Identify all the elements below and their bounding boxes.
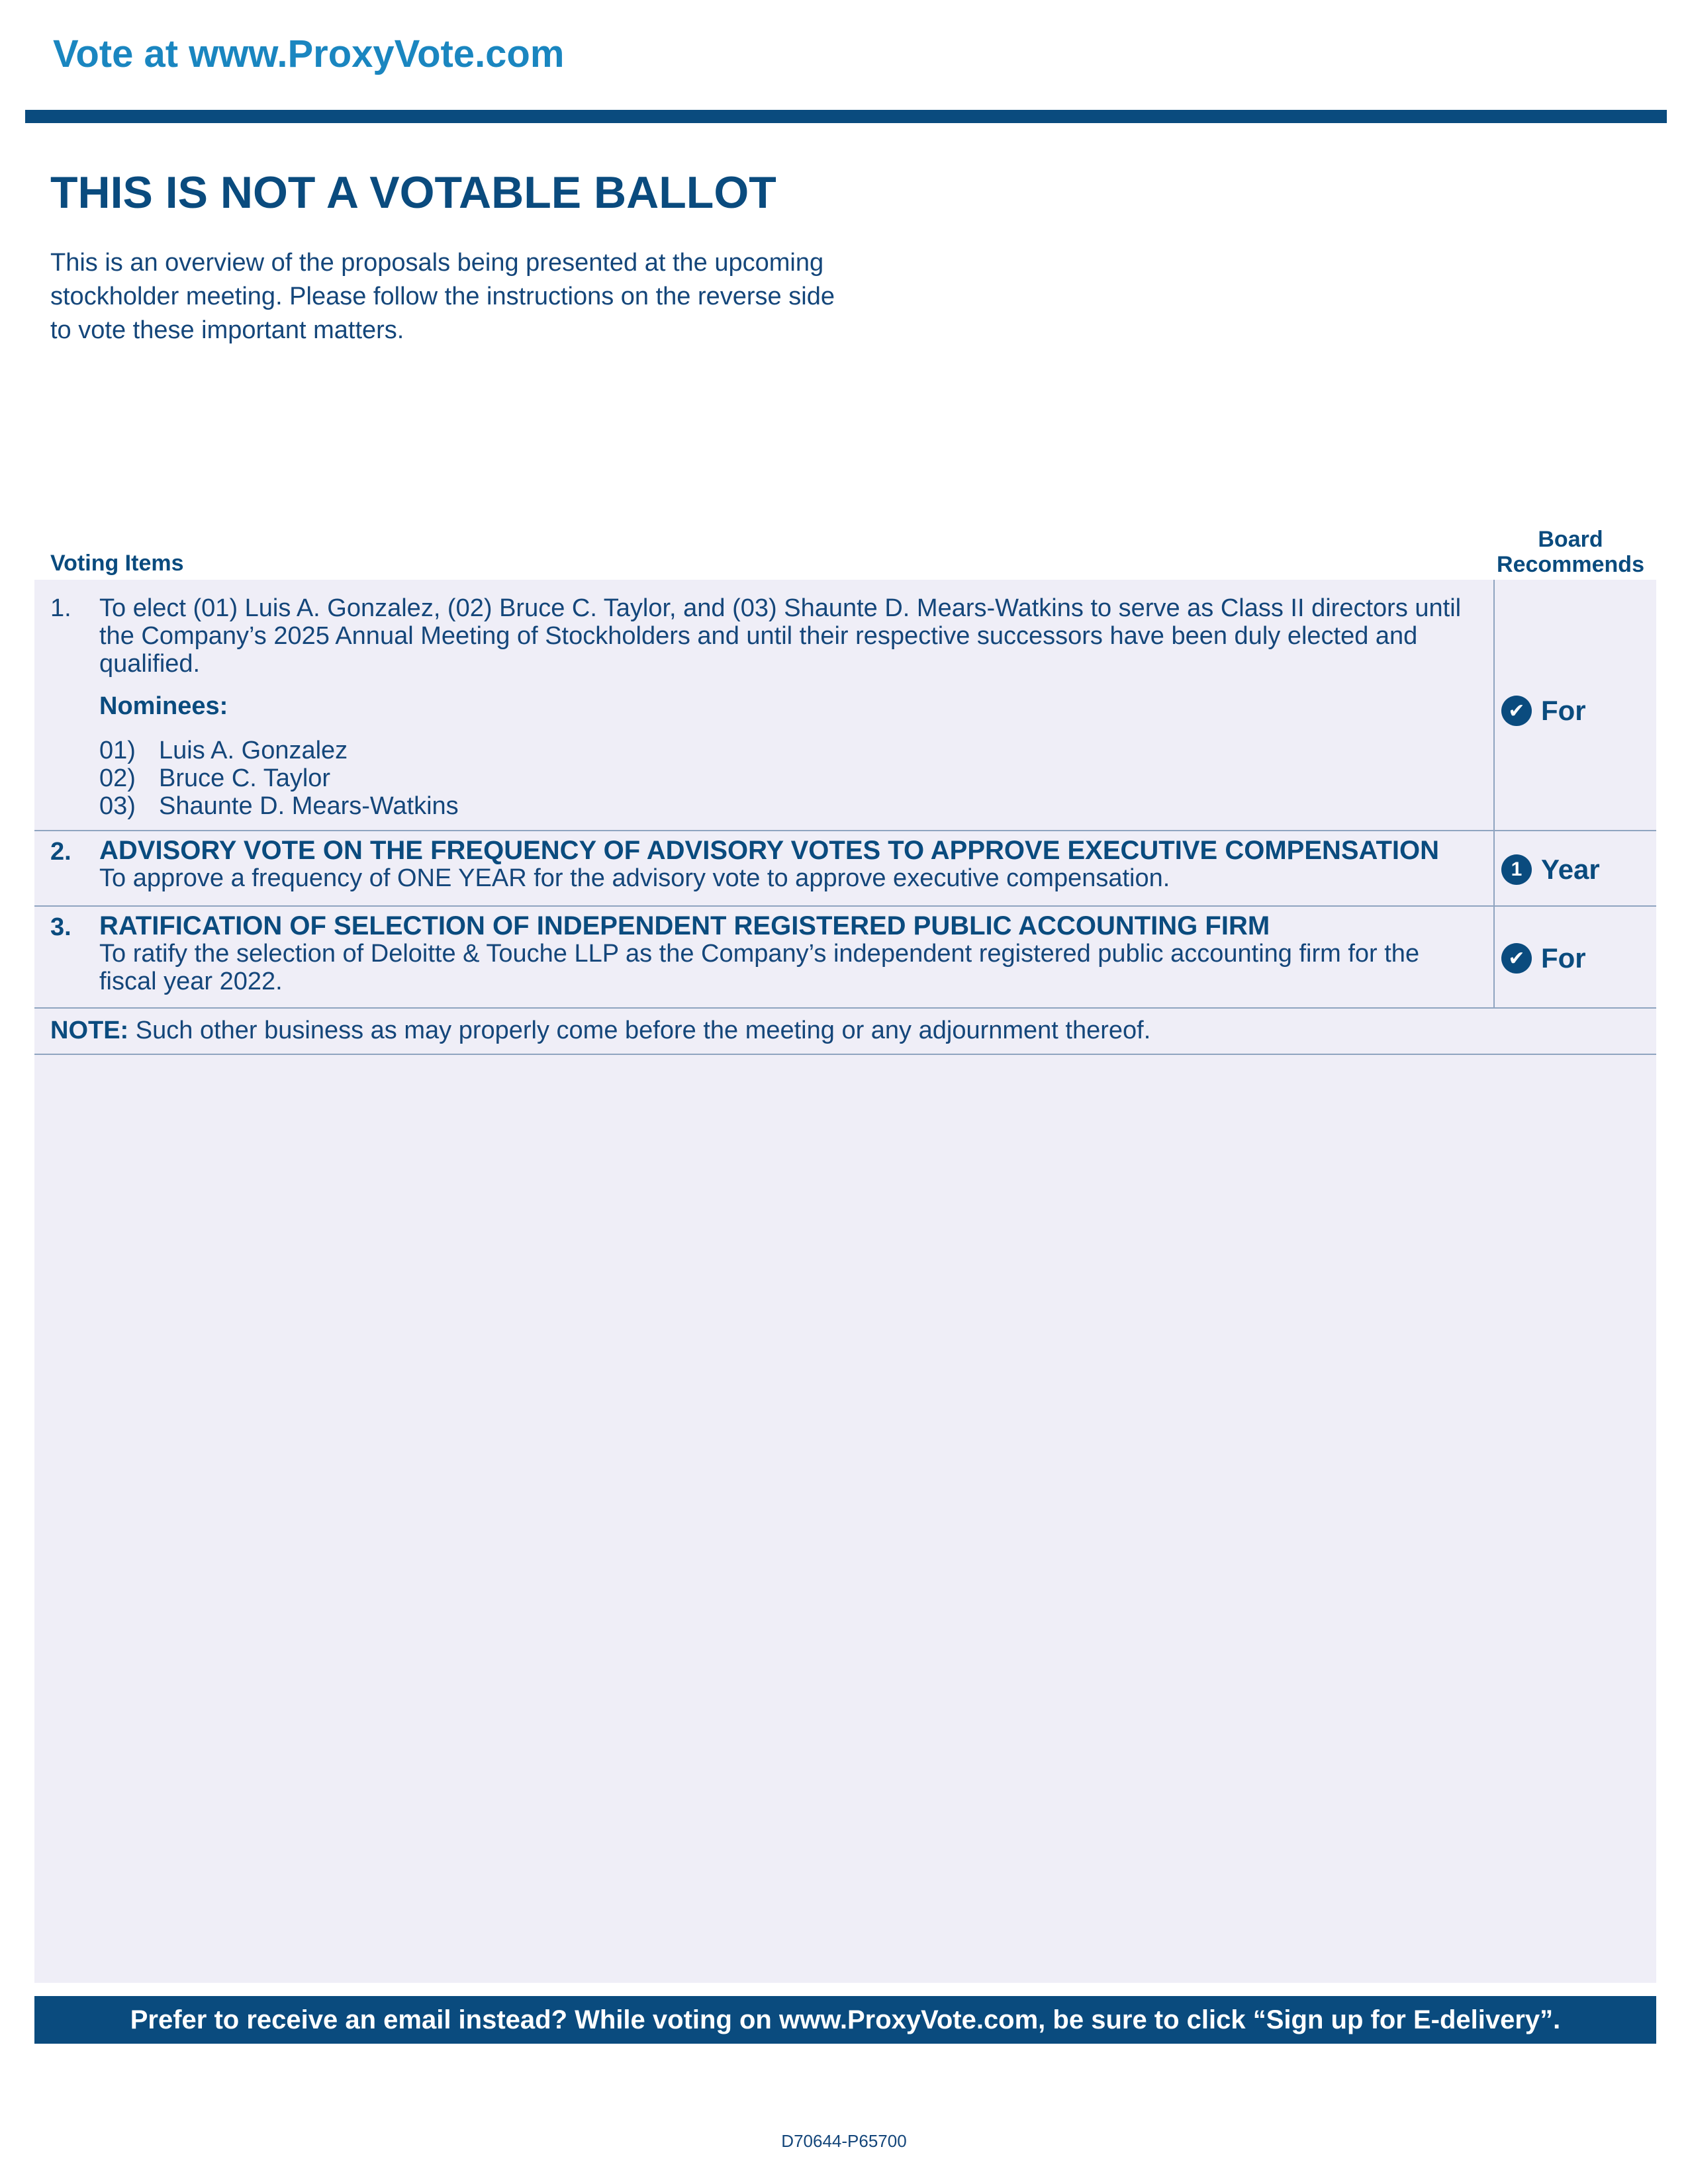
recommendation-label: For [1541, 695, 1586, 726]
header-divider [25, 110, 1667, 123]
row-divider [34, 905, 1656, 907]
e-delivery-text: Prefer to receive an email instead? While voting on www.ProxyVote.com, be sure to click “Sign up for E-delivery”. [130, 2005, 1561, 2034]
item-text: To ratify the selection of Deloitte & Touche LLP as the Company’s independent registered public accounting firm for the fiscal year 2022. [99, 940, 1420, 995]
row-divider [34, 1007, 1656, 1009]
item-heading: RATIFICATION OF SELECTION OF INDEPENDENT REGISTERED PUBLIC ACCOUNTING FIRM [99, 911, 1270, 940]
intro-text: This is an overview of the proposals being presented at the upcoming stockholder meeting. Please follow the instructions on the reverse side to vote these important matters. [50, 249, 835, 344]
board-recommends-header [1483, 527, 1658, 577]
recommendation-for [1501, 695, 1586, 727]
nominee-number: 01) [99, 737, 136, 764]
nominee-name: Bruce C. Taylor [159, 764, 331, 792]
item-number: 2. [50, 838, 71, 866]
recommendation-for [1501, 942, 1586, 974]
board-header-line2: Recommends [1497, 552, 1644, 577]
item-text: To approve a frequency of ONE YEAR for the advisory vote to approve executive compensation. [99, 864, 1170, 892]
nominees-label: Nominees: [99, 692, 228, 720]
page-title: THIS IS NOT A VOTABLE BALLOT [50, 167, 776, 218]
board-header-line1: Board [1538, 527, 1603, 552]
recommendation-label: Year [1541, 854, 1600, 885]
document-code: D70644-P65700 [781, 2131, 907, 2151]
nominee [99, 764, 330, 793]
check-circle-icon: ✔ [1501, 943, 1532, 974]
check-circle-icon: ✔ [1501, 696, 1532, 726]
proxyvote-link[interactable]: Vote at www.ProxyVote.com [53, 32, 565, 75]
note-label: NOTE: [50, 1017, 129, 1044]
e-delivery-banner [34, 1996, 1656, 2044]
number-one-circle-icon: 1 [1501, 854, 1532, 885]
item-content [99, 837, 1483, 892]
item-number: 1. [50, 594, 71, 622]
row-divider [34, 830, 1656, 831]
item-content [99, 912, 1483, 995]
voting-items-header: Voting Items [50, 551, 184, 576]
recommend-column-divider [1493, 580, 1495, 1009]
nominee-number: 03) [99, 792, 136, 820]
item-text: To elect (01) Luis A. Gonzalez, (02) Bruce C. Taylor, and (03) Shaunte D. Mears-Watkins to serve as Class II directors until the Company’s 2025 Annual Meeting of Stockholders and until their respective successors have been duly elected and qualified. [99, 594, 1462, 678]
nominee-name: Shaunte D. Mears-Watkins [159, 792, 459, 820]
note-text: Such other business as may properly come before the meeting or any adjournment thereof. [128, 1017, 1151, 1044]
row-divider [34, 1054, 1656, 1055]
recommendation-label: For [1541, 942, 1586, 974]
recommendation-one-year [1501, 854, 1600, 886]
nominee [99, 792, 459, 821]
nominee-name: Luis A. Gonzalez [159, 737, 348, 764]
nominee-number: 02) [99, 764, 136, 792]
item-number: 3. [50, 913, 71, 941]
item-heading: ADVISORY VOTE ON THE FREQUENCY OF ADVISORY VOTES TO APPROVE EXECUTIVE COMPENSATION [99, 836, 1440, 865]
note [50, 1017, 1150, 1045]
nominee [99, 737, 348, 765]
